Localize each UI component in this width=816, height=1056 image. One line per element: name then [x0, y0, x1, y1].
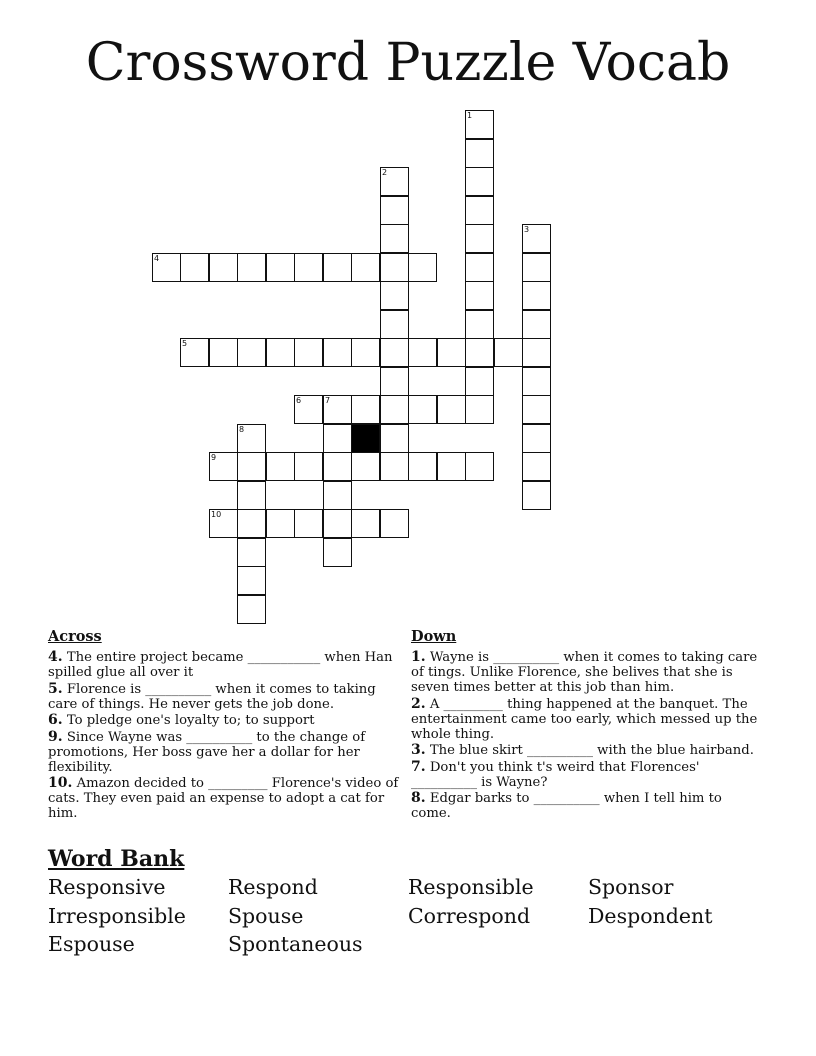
across-clue [48, 776, 400, 821]
clue-num: 8. [411, 790, 426, 806]
crossword-cell[interactable] [351, 452, 380, 481]
crossword-cell[interactable] [237, 595, 266, 624]
across-clues [48, 628, 400, 823]
crossword-cell[interactable] [209, 452, 238, 481]
across-clue [48, 682, 400, 712]
crossword-cell[interactable] [294, 509, 323, 538]
crossword-cell[interactable] [465, 253, 494, 282]
clue-num: 4. [48, 649, 63, 665]
crossword-cell[interactable] [522, 281, 551, 310]
crossword-cell[interactable] [380, 367, 409, 396]
crossword-cell[interactable] [465, 110, 494, 139]
crossword-cell[interactable] [237, 338, 266, 367]
word-bank-heading: Word Bank [48, 846, 185, 872]
down-clue-list [411, 650, 763, 821]
word-bank-item: Espouse [48, 932, 135, 956]
black-square [351, 424, 380, 453]
word-bank-item: Responsible [408, 875, 534, 899]
crossword-cell[interactable] [522, 253, 551, 282]
clue-text: A _________ thing happened at the banquet. The entertainment came too early, which messed up the whole thing. [411, 696, 758, 742]
crossword-cell[interactable] [380, 281, 409, 310]
crossword-cell[interactable] [323, 481, 352, 510]
crossword-cell[interactable] [408, 253, 437, 282]
word-bank-item: Irresponsible [48, 903, 186, 928]
clue-num: 1. [411, 649, 426, 665]
crossword-cell[interactable] [380, 196, 409, 225]
clue-number: 7 [325, 396, 331, 405]
clue-text: Wayne is __________ when it comes to taking care of tings. Unlike Florence, she belives that she is seven times better at this job than him. [411, 650, 758, 695]
crossword-cell[interactable] [294, 338, 323, 367]
clue-num: 9. [48, 728, 63, 745]
crossword-cell[interactable] [494, 338, 523, 367]
crossword-cell[interactable] [380, 424, 409, 453]
clue-text: To pledge one's loyalty to; to support [66, 713, 315, 728]
crossword-cell[interactable] [351, 509, 380, 538]
clue-number: 10 [211, 510, 222, 519]
down-clue [411, 760, 763, 790]
crossword-cell[interactable] [323, 538, 352, 567]
clue-text: Amazon decided to _________ Florence's video of cats. They even paid an expense to adopt a cat for him. [48, 776, 399, 821]
crossword-cell[interactable] [380, 509, 409, 538]
word-bank-item: Respond [228, 875, 318, 899]
crossword-cell[interactable] [323, 338, 352, 367]
down-clue [411, 791, 763, 821]
crossword-cell[interactable] [380, 253, 409, 282]
down-clue [411, 743, 763, 758]
word-bank-item: Spouse [228, 903, 304, 928]
crossword-cell[interactable] [522, 452, 551, 481]
crossword-cell[interactable] [266, 338, 295, 367]
clue-text: Edgar barks to __________ when I tell him to come. [411, 791, 722, 821]
crossword-cell[interactable] [437, 452, 466, 481]
clue-text: The blue skirt __________ with the blue hairband. [429, 743, 754, 758]
crossword-cell[interactable] [209, 338, 238, 367]
crossword-cell[interactable] [237, 424, 266, 453]
crossword-cell[interactable] [522, 367, 551, 396]
clue-text: Florence is __________ when it comes to taking care of things. He never gets the job done. [48, 681, 376, 712]
crossword-cell[interactable] [351, 395, 380, 424]
crossword-cell[interactable] [380, 310, 409, 339]
clue-num: 7. [411, 758, 426, 775]
crossword-cell[interactable] [522, 310, 551, 339]
crossword-cell[interactable] [380, 395, 409, 424]
crossword-cell[interactable] [294, 253, 323, 282]
crossword-cell[interactable] [465, 196, 494, 225]
clue-num: 3. [411, 742, 426, 758]
across-clue [48, 650, 400, 680]
crossword-cell[interactable] [237, 253, 266, 282]
crossword-cell[interactable] [408, 395, 437, 424]
crossword-cell[interactable] [465, 224, 494, 253]
crossword-cell[interactable] [380, 167, 409, 196]
crossword-cell[interactable] [522, 481, 551, 510]
across-clue [48, 730, 400, 775]
clue-text: Since Wayne was __________ to the change of promotions, Her boss gave her a dollar for her flexibility. [48, 729, 366, 775]
crossword-cell[interactable] [209, 509, 238, 538]
crossword-cell[interactable] [237, 538, 266, 567]
crossword-cell[interactable] [323, 253, 352, 282]
crossword-cell[interactable] [465, 139, 494, 168]
clue-number: 5 [182, 339, 188, 348]
across-heading: Across [48, 628, 102, 645]
word-bank-item: Sponsor [588, 875, 674, 899]
crossword-cell[interactable] [522, 224, 551, 253]
page-title: Crossword Puzzle Vocab [85, 33, 731, 93]
crossword-cell[interactable] [237, 481, 266, 510]
crossword-cell[interactable] [465, 452, 494, 481]
down-heading: Down [411, 628, 457, 645]
crossword-cell[interactable] [351, 253, 380, 282]
clue-number: 9 [211, 453, 217, 462]
down-clue [411, 650, 763, 695]
crossword-cell[interactable] [152, 253, 181, 282]
down-clue [411, 697, 763, 742]
crossword-cell[interactable] [465, 167, 494, 196]
crossword-cell[interactable] [522, 338, 551, 367]
crossword-cell[interactable] [408, 338, 437, 367]
clue-num: 2. [411, 695, 426, 712]
crossword-cell[interactable] [465, 338, 494, 367]
clue-num: 10. [48, 775, 73, 791]
clue-number: 4 [154, 254, 160, 263]
down-clues [411, 628, 763, 823]
crossword-cell[interactable] [209, 253, 238, 282]
crossword-cell[interactable] [351, 338, 380, 367]
crossword-cell[interactable] [323, 395, 352, 424]
crossword-cell[interactable] [522, 395, 551, 424]
crossword-cell[interactable] [237, 566, 266, 595]
crossword-cell[interactable] [465, 395, 494, 424]
crossword-cell[interactable] [323, 452, 352, 481]
crossword-cell[interactable] [437, 395, 466, 424]
crossword-cell[interactable] [237, 452, 266, 481]
crossword-cell[interactable] [465, 367, 494, 396]
crossword-cell[interactable] [237, 509, 266, 538]
crossword-cell[interactable] [323, 509, 352, 538]
clue-number: 6 [296, 396, 302, 405]
word-bank-item: Correspond [408, 903, 531, 928]
crossword-cell[interactable] [266, 253, 295, 282]
clue-num: 5. [48, 680, 63, 697]
clue-number: 8 [239, 425, 245, 434]
clue-number: 2 [382, 168, 388, 177]
word-bank-item: Despondent [588, 903, 713, 928]
clue-num: 6. [48, 712, 63, 728]
crossword-cell[interactable] [465, 310, 494, 339]
crossword-cell[interactable] [380, 338, 409, 367]
word-bank-item: Spontaneous [228, 932, 363, 956]
clue-text: Don't you think t's weird that Florences' __________ is Wayne? [411, 759, 700, 790]
across-clue [48, 713, 400, 728]
crossword-cell[interactable] [180, 253, 209, 282]
crossword-cell[interactable] [465, 281, 494, 310]
crossword-cell[interactable] [408, 452, 437, 481]
crossword-cell[interactable] [522, 424, 551, 453]
clue-number: 1 [467, 111, 473, 120]
crossword-cell[interactable] [437, 338, 466, 367]
crossword-cell[interactable] [380, 452, 409, 481]
crossword-cell[interactable] [294, 395, 323, 424]
crossword-cell[interactable] [294, 452, 323, 481]
crossword-cell[interactable] [266, 452, 295, 481]
crossword-cell[interactable] [323, 424, 352, 453]
clue-text: The entire project became ___________ when Han spilled glue all over it [48, 650, 393, 680]
crossword-cell[interactable] [266, 509, 295, 538]
word-bank-item: Responsive [48, 875, 166, 899]
across-clue-list [48, 650, 400, 821]
crossword-cell[interactable] [180, 338, 209, 367]
clue-number: 3 [524, 225, 530, 234]
crossword-cell[interactable] [380, 224, 409, 253]
